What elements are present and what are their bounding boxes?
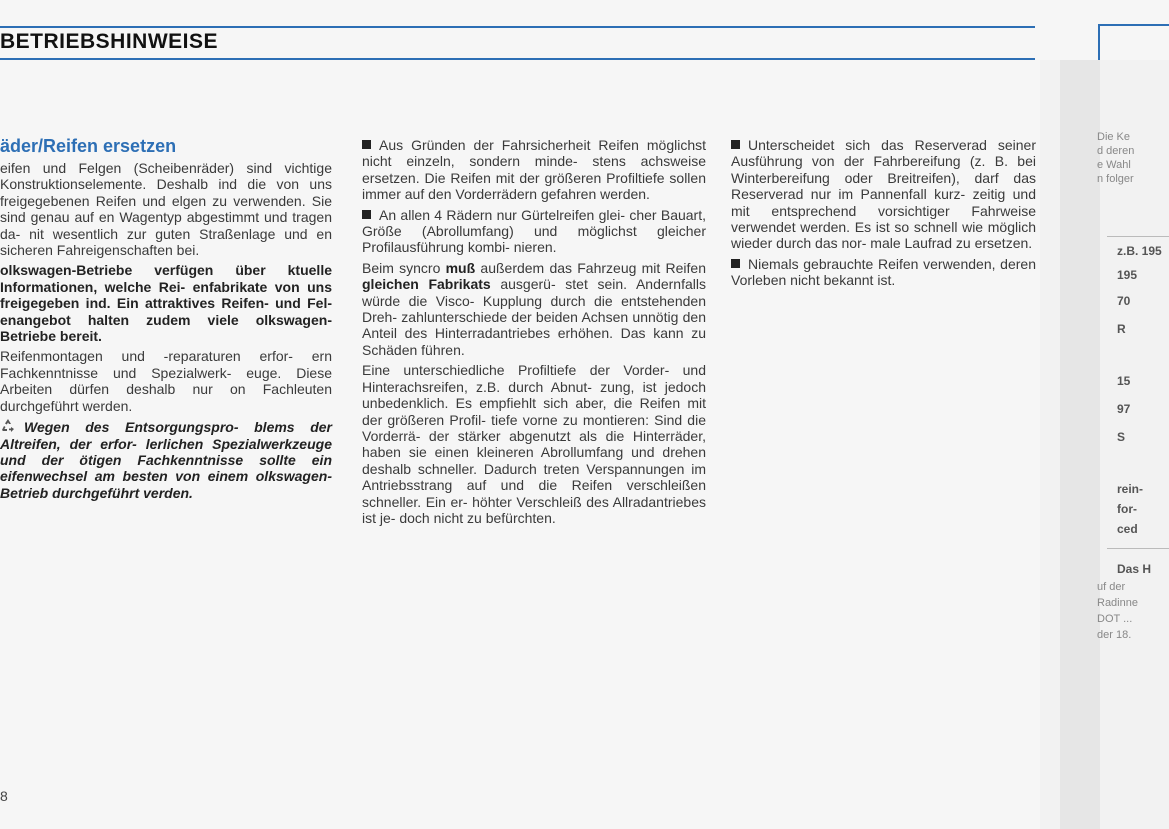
fragment-rule (1107, 236, 1169, 237)
fragment-code: R (1117, 322, 1126, 336)
bullet-paragraph-1 (362, 137, 706, 203)
text-run: Beim syncro (362, 259, 446, 276)
fragment-code: 195 (1117, 268, 1138, 282)
page-number: 8 (0, 788, 8, 804)
column-2 (362, 137, 706, 530)
bullet-square-icon (731, 259, 740, 268)
bullet-text: Aus Gründen der Fahrsicherheit Reifen möglichst nicht einzeln, sondern minde- stens achsweise ersetzen. Die Reifen mit der größeren Profiltiefe sollen immer auf den Vorderrädern gefahren werden. (362, 137, 706, 203)
fragment-heading: Das H (1117, 562, 1152, 576)
fragment-line: der 18. (1097, 629, 1132, 641)
text-run: außerdem das Fahrzeug mit Reifen (475, 259, 706, 276)
fragment-line: uf der (1097, 581, 1126, 593)
fragment-line: Radinne (1097, 597, 1138, 609)
paragraph-dealers: olkswagen-Betriebe verfügen über ktuelle Informationen, welche Rei- enfabrikate von uns freigegeben ind. Ein attraktives Reifen- und Fel- enangebot halten zudem viele olkswagen-Betriebe bereit. (0, 262, 332, 345)
fragment-code: 70 (1117, 294, 1131, 308)
fragment-code: 97 (1117, 402, 1131, 416)
bullet-text: Unterscheidet sich das Reserverad seiner Ausführung von der Fahrbereifung (z. B. bei Winterbereifung oder Breitreifen), darf das Reserverad nur im Pannenfall kurz- zeitig und mit entsprechend vorsichtiger Fahrweise verwendet werden. Es ist so schnell wie möglich wieder durch das nor- male Laufrad zu ersetzen. (731, 137, 1036, 252)
section-title: äder/Reifen ersetzen (0, 136, 177, 156)
bullet-square-icon (362, 140, 371, 149)
paragraph-syncro (362, 260, 706, 358)
fragment-line: d deren (1097, 145, 1135, 157)
fragment-code: rein- (1117, 482, 1144, 496)
environment-text: Wegen des Entsorgungspro- blems der Altreifen, der erfor- lerlichen Spezialwerkzeuge und der ötigen Fachkenntnisse sollte ein eifenwechsel am besten von einem olkswagen-Betrieb durchgeführt verden. (0, 419, 332, 501)
column-1 (0, 136, 332, 505)
fragment-rule (1107, 548, 1169, 549)
paragraph-tread-depth: Eine unterschiedliche Profiltiefe der Vorder- und Hinterachsreifen, z.B. durch Abnut- zung, ist jedoch unbedenklich. Es empfiehlt sich aber, die Reifen mit der größeren Profil- tiefe vorne zu montieren: Sind die Vorderrä- der stärker abgenutzt als die Hinterräder, haben sie einen kleineren Abrollumfang und drehen deshalb schneller. Dadurch treten Verspannungen im Antriebsstrang auf und die Reifen verschleißen schneller. Ein er- höhter Verschleiß des Allradantriebes ist je- doch nicht zu befürchten. (362, 362, 706, 526)
bullet-text: An allen 4 Rädern nur Gürtelreifen glei- cher Bauart, Größe (Abrollumfang) und möglichst gleicher Profilausführung kombi- nieren. (362, 206, 706, 256)
header-rule-bottom (0, 58, 1035, 60)
bullet-paragraph-4 (731, 256, 1036, 289)
fragment-line: DOT ... (1097, 613, 1133, 625)
fragment-code: for- (1117, 502, 1137, 516)
fragment-code: 15 (1117, 374, 1131, 388)
bullet-text: Niemals gebrauchte Reifen verwenden, deren Vorleben nicht bekannt ist. (731, 255, 1036, 289)
bullet-paragraph-2 (362, 207, 706, 256)
bullet-square-icon (362, 210, 371, 219)
text-run: ausgerü- stet sein. Andernfalls würde die Visco- Kupplung durch die entstehenden Dreh- zahlunterschiede der beiden Achsen unnötig den Anteil des Hinterradantriebes erhöhen. Das kann zu Schäden führen. (362, 276, 706, 358)
header-rule-top (0, 26, 1035, 28)
page-gutter-shadow (1060, 60, 1100, 829)
fragment-code: ced (1117, 522, 1138, 536)
fragment-code: S (1117, 430, 1126, 444)
paragraph-intro: eifen und Felgen (Scheibenräder) sind vichtige Konstruktionselemente. Deshalb ind die von uns freigegebenen Reifen und elgen zu verwenden. Sie sind genau auf en Wagentyp abgestimmt und tragen da- nit wesentlich zur guten Straßenlage und en sicheren Fahreigenschaften bei. (0, 160, 332, 259)
emphasis: gleichen Fabrikats (362, 276, 491, 293)
fragment-code: z.B. 195 (1117, 244, 1162, 258)
fragment-line: n folger (1097, 173, 1134, 185)
emphasis: muß (445, 259, 476, 276)
fragment-line: e Wahl (1097, 159, 1131, 171)
bullet-square-icon (731, 140, 740, 149)
header-tab-box (1098, 24, 1169, 64)
recycle-icon (0, 418, 16, 434)
bullet-paragraph-3 (731, 137, 1036, 252)
page-header-title: BETRIEBSHINWEISE (0, 30, 219, 53)
fragment-line: Die Ke (1097, 131, 1131, 143)
paragraph-environment (0, 418, 332, 501)
column-3 (731, 137, 1036, 293)
paragraph-mounting: Reifenmontagen und -reparaturen erfor- ern Fachkenntnisse und Spezialwerk- euge. Diese Arbeiten dürfen deshalb nur on Fachleuten durchgeführt werden. (0, 348, 332, 414)
